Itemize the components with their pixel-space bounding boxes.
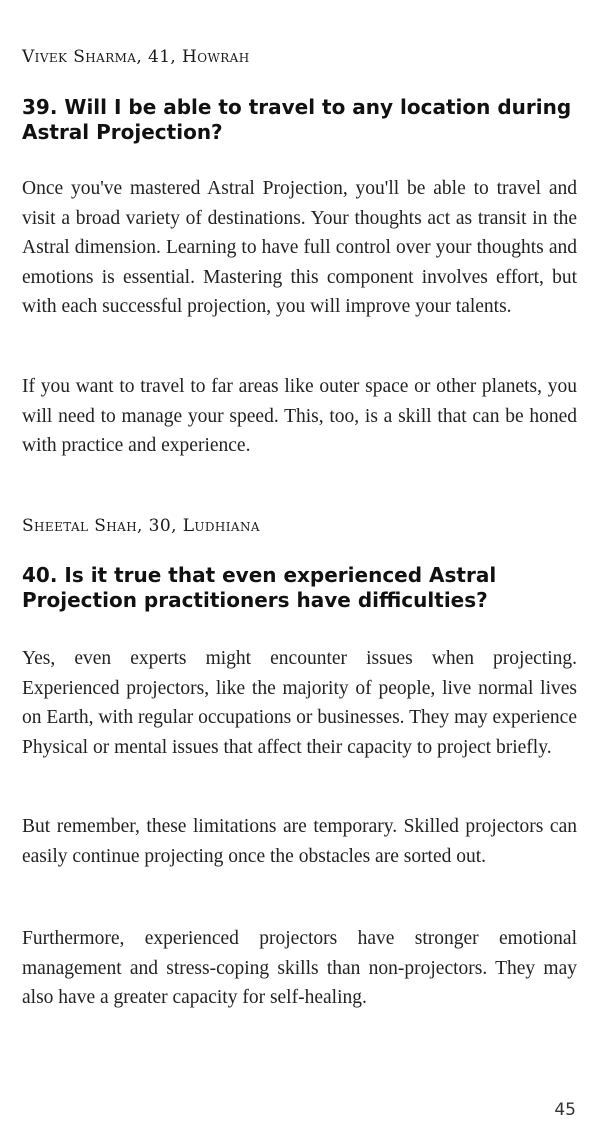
answer-paragraph: Furthermore, experienced projectors have stronger emotional management and stress-coping skills than non-projectors. They may also have a greater capacity for self-healing. [22, 928, 577, 1008]
answer-paragraph: Yes, even experts might encounter issues when projecting. Experienced projectors, like the majority of people, live normal lives on Earth, with regular occupations or businesses. They may experience Physical or mental issues that affect their capacity to project briefly. [22, 648, 577, 758]
question-heading: 40. Is it true that even experienced Astral Projection practitioners have difficulties? [22, 563, 497, 612]
answer-paragraph: Once you've mastered Astral Projection, you'll be able to travel and visit a broad variety of destinations. Your thoughts act as transit in the Astral dimension. Learning to have full control over your thoughts and emotions is essential. Mastering this component involves effort, but with each successful projection, you will improve your talents. [22, 178, 577, 317]
answer-paragraph: If you want to travel to far areas like outer space or other planets, you will need to manage your speed. This, too, is a skill that can be honed with practice and experience. [22, 376, 577, 456]
question-author: Vivek Sharma, 41, Howrah [22, 47, 250, 67]
question-author: Sheetal Shah, 30, Ludhiana [22, 516, 260, 536]
question-heading: 39. Will I be able to travel to any location during Astral Projection? [22, 95, 572, 144]
page-number: 45 [554, 1100, 576, 1120]
answer-paragraph: But remember, these limitations are temporary. Skilled projectors can easily continue projecting once the obstacles are sorted out. [22, 816, 577, 867]
